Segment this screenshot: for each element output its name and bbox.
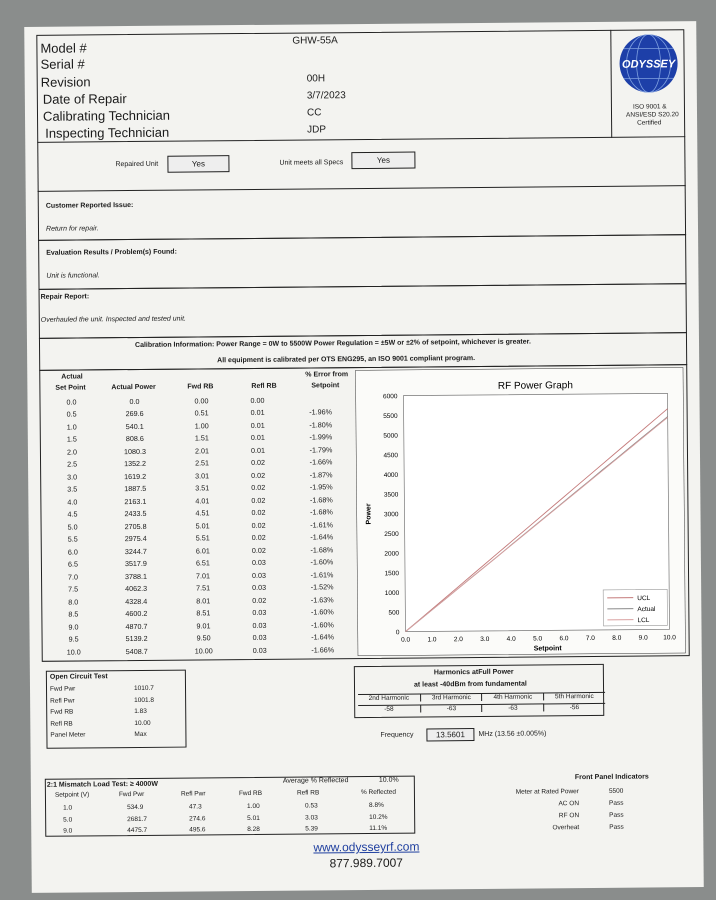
calibration-cell: 0.01 (250, 445, 265, 455)
calibration-line-1: Calibration Information: Power Range = 0W to 5500W Power Regulation = ±5W or ±2% of setpoint, whichever is greater. (134, 338, 531, 349)
calibration-cell: 0.02 (251, 470, 266, 480)
calibration-cell: 0.01 (250, 420, 265, 430)
front-panel-label: AC ON (558, 800, 580, 808)
evaluation-section (38, 234, 686, 290)
mismatch-cell: 10.2% (369, 813, 388, 821)
calibration-cell: 0.02 (251, 458, 266, 468)
calibration-cell: 0.51 (194, 408, 209, 418)
header-field-label: Serial # (40, 56, 85, 72)
calibration-cell (285, 393, 355, 406)
calibration-cell: 0.03 (251, 570, 267, 580)
calibration-cell: 1.51 (194, 433, 209, 443)
calibration-cell: 9.01 (196, 621, 211, 631)
logo-text: ODYSSEY (621, 58, 676, 71)
calibration-cell: 4.01 (195, 496, 210, 506)
mismatch-header: Setpoint (V) (54, 791, 90, 799)
calibration-cell: 0.01 (250, 408, 265, 418)
y-tick-label: 4500 (383, 452, 399, 460)
calibration-cell: 0.00 (194, 396, 209, 406)
x-tick-label: 5.0 (533, 635, 543, 643)
calibration-cell: -1.60% (310, 607, 334, 617)
calibration-cell: 3517.9 (124, 559, 147, 569)
calibration-cell: 4870.7 (125, 621, 148, 631)
calibration-cell: -1.64% (310, 532, 334, 542)
calibration-cell: -1.80% (309, 420, 333, 430)
x-axis-label: Setpoint (533, 645, 562, 653)
cert-line-1: ISO 9001 & (632, 103, 667, 111)
front-panel-label: Meter at Rated Power (515, 788, 579, 796)
calibration-cell: 5.0 (67, 522, 78, 532)
calibration-cell: 4062.3 (125, 584, 148, 594)
mismatch-cell: 5.39 (305, 825, 318, 833)
calibration-cell: 5139.2 (125, 634, 148, 644)
y-tick-label: 3500 (383, 491, 399, 499)
frequency-label: Frequency (380, 731, 414, 739)
col-header-setpoint-1: Actual (61, 373, 83, 381)
calibration-cell: 4328.4 (125, 596, 148, 606)
calibration-cell: 0.02 (251, 545, 266, 555)
calibration-cell: -1.60% (311, 620, 334, 630)
y-tick-label: 6000 (382, 393, 398, 401)
calibration-cell: 6.5 (67, 559, 78, 569)
harmonic-header: 5th Harmonic (543, 692, 606, 701)
mismatch-cell: 495.6 (189, 826, 206, 834)
mismatch-cell: 4475.7 (127, 826, 148, 835)
calibration-cell: -1.87% (309, 470, 333, 480)
customer-issue-section (38, 185, 686, 241)
mismatch-avg-value: 10.0% (378, 776, 399, 784)
mismatch-cell: 274.6 (189, 814, 206, 823)
calibration-cell: 4.51 (195, 508, 210, 518)
calibration-cell: -1.52% (310, 582, 334, 592)
calibration-cell: 1887.5 (124, 484, 147, 494)
rf-power-chart (355, 367, 685, 656)
calibration-cell: -1.63% (310, 595, 334, 605)
mismatch-header: % Reflected (360, 788, 397, 797)
harmonic-value: -63 (481, 703, 544, 712)
calibration-cell: 4600.2 (125, 609, 148, 619)
open-circuit-value: 1010.7 (133, 684, 154, 693)
mismatch-cell: 1.00 (247, 802, 260, 811)
mismatch-cell: 5.0 (63, 816, 73, 824)
calibration-cell: 2705.8 (124, 521, 147, 531)
mismatch-header: Fwd Pwr (118, 790, 145, 799)
x-tick-label: 0.0 (401, 636, 411, 644)
calibration-cell: 10.00 (194, 646, 213, 656)
calibration-cell: 9.0 (68, 622, 79, 632)
x-tick-label: 6.0 (559, 635, 569, 643)
calibration-cell: 0.0 (66, 397, 77, 407)
calibration-line-2: All equipment is calibrated per OTS ENG295, an ISO 9001 compliant program. (217, 355, 476, 365)
calibration-cell: 6.0 (67, 547, 78, 557)
col-header-error-1: % Error from (305, 371, 349, 379)
x-tick-label: 4.0 (506, 635, 516, 643)
calibration-cell: 3.01 (195, 471, 210, 481)
calibration-cell: -1.68% (309, 495, 333, 505)
calibration-cell: 9.50 (196, 633, 211, 643)
y-tick-label: 2000 (384, 550, 399, 558)
repair-report-section (39, 283, 687, 339)
calibration-cell: -1.68% (310, 507, 333, 517)
header-field-label: Calibrating Technician (42, 107, 171, 124)
calibration-cell: 0.02 (251, 508, 266, 518)
open-circuit-value: 1.83 (134, 707, 147, 716)
cert-line-3: Certified (637, 119, 662, 127)
header-field-value: CC (306, 107, 322, 119)
calibration-cell: 7.51 (196, 583, 211, 593)
calibration-cell: 4.0 (67, 497, 78, 507)
calibration-cell: 540.1 (125, 421, 144, 431)
x-tick-label: 2.0 (453, 636, 463, 644)
open-circuit-value: 1001.8 (134, 696, 155, 704)
calibration-cell: -1.66% (309, 457, 333, 467)
y-tick-label: 2500 (384, 530, 399, 538)
mismatch-cell: 8.8% (369, 801, 384, 809)
x-tick-label: 7.0 (585, 634, 595, 643)
chart-title: RF Power Graph (497, 380, 573, 392)
col-header-error-2: Setpoint (311, 382, 340, 390)
header-field-label: Revision (40, 74, 91, 90)
calibration-cell: 1.5 (66, 434, 77, 444)
calibration-cell: 2.0 (66, 447, 77, 457)
calibration-cell: 7.0 (67, 572, 79, 582)
harmonic-header: 4th Harmonic (481, 692, 544, 701)
repair-report-text: Overhauled the unit. Inspected and tested unit. (40, 315, 186, 324)
calibration-cell: 3.5 (67, 484, 78, 494)
frequency-note: MHz (13.56 ±0.005%) (478, 730, 547, 739)
calibration-cell: 2.5 (67, 459, 78, 469)
calibration-cell: -1.95% (309, 482, 333, 492)
calibration-cell: 4.5 (67, 509, 78, 519)
calibration-cell: 1080.3 (123, 446, 146, 456)
harmonic-header: 2nd Harmonic (358, 694, 420, 703)
calibration-cell: -1.61% (310, 520, 334, 530)
front-panel-value: Pass (609, 823, 624, 831)
header-field-value: GHW-55A (292, 35, 338, 47)
y-tick-label: 1500 (384, 570, 400, 578)
calibration-cell: 3788.1 (124, 571, 148, 581)
open-circuit-title: Open Circuit Test (49, 673, 108, 681)
calibration-cell: 0.5 (66, 409, 77, 419)
calibration-cell: 5408.7 (125, 646, 148, 656)
calibration-cell: 3.0 (67, 472, 78, 482)
col-header-actual-power: Actual Power (111, 383, 156, 392)
open-circuit-label: Panel Meter (50, 731, 86, 739)
calibration-cell: 0.02 (252, 595, 267, 605)
calibration-cell: -1.99% (309, 432, 333, 442)
calibration-cell: 1.00 (194, 421, 209, 431)
mismatch-cell: 11.1% (369, 824, 388, 832)
calibration-cell: 269.6 (125, 409, 144, 419)
mismatch-header: Refl RB (296, 789, 320, 797)
calibration-cell: 0.00 (250, 395, 265, 405)
header-field-value: JDP (307, 124, 327, 136)
mismatch-cell: 1.0 (63, 804, 73, 812)
calibration-cell: -1.60% (310, 557, 334, 567)
mismatch-cell: 5.01 (247, 814, 260, 822)
calibration-cell: 1352.2 (124, 459, 147, 469)
calibration-cell: -1.79% (309, 445, 333, 455)
mismatch-cell: 3.03 (305, 813, 318, 822)
open-circuit-label: Refl RB (50, 720, 73, 728)
x-tick-label: 8.0 (612, 634, 622, 642)
col-header-fwd-rb: Fwd RB (187, 383, 214, 391)
harmonics-title-2: at least -40dBm from fundamental (413, 680, 527, 689)
open-circuit-value: 10.00 (134, 719, 151, 727)
calibration-cell: 0.03 (252, 608, 267, 618)
repair-report-title: Repair Report: (40, 293, 90, 301)
calibration-cell: 0.02 (251, 483, 266, 493)
mismatch-header: Fwd RB (238, 789, 263, 798)
calibration-cell: 808.6 (125, 434, 144, 444)
legend-label: UCL (637, 595, 651, 603)
calibration-cell: -1.68% (310, 545, 334, 555)
mismatch-avg-label: Average % Reflected (282, 777, 349, 785)
evaluation-title: Evaluation Results / Problem(s) Found: (46, 248, 177, 257)
cert-line-2: ANSI/ESD S20.20 (625, 111, 679, 119)
x-tick-label: 1.0 (427, 636, 437, 644)
y-tick-label: 5000 (383, 432, 398, 440)
mismatch-header: Refl Pwr (180, 790, 206, 798)
mismatch-cell: 534.9 (127, 803, 144, 812)
calibration-cell: 1.0 (66, 422, 77, 432)
header-field-value: 00H (306, 73, 326, 85)
mismatch-cell: 2681.7 (127, 815, 148, 823)
calibration-cell: 0.02 (251, 520, 266, 530)
calibration-cell: 5.5 (67, 534, 78, 544)
mismatch-cell: 47.3 (189, 803, 202, 811)
unit-meets-specs-value: Yes (351, 152, 415, 170)
harmonics-title-1: Harmonics atFull Power (433, 668, 514, 677)
repaired-unit-label: Repaired Unit (115, 160, 159, 169)
calibration-cell: 3.51 (195, 483, 210, 493)
legend-label: LCL (637, 617, 650, 625)
report-form (36, 29, 691, 885)
header-field-label: Model # (40, 40, 87, 56)
calibration-cell: 0.03 (252, 645, 267, 655)
calibration-cell: 8.5 (68, 609, 79, 619)
front-panel-value: 5500 (608, 787, 624, 795)
calibration-cell: 0.02 (251, 533, 266, 543)
front-panel-value: Pass (609, 811, 624, 819)
header-field-label: Inspecting Technician (45, 124, 170, 141)
y-tick-label: 4000 (383, 471, 399, 479)
calibration-cell: 2.51 (195, 458, 210, 468)
calibration-cell: 6.51 (195, 558, 210, 568)
calibration-cell: 8.01 (196, 596, 211, 606)
col-header-setpoint-2: Set Point (55, 384, 86, 392)
calibration-cell: 0.02 (251, 495, 266, 505)
calibration-table (47, 393, 357, 658)
repair-report-sheet (24, 21, 704, 893)
calibration-cell: 8.51 (196, 608, 211, 618)
x-tick-label: 3.0 (480, 635, 490, 643)
open-circuit-label: Refl Pwr (50, 697, 75, 705)
customer-issue-text: Return for repair. (45, 225, 99, 233)
mismatch-title: 2:1 Mismatch Load Test: ≥ 4000W (46, 780, 158, 789)
calibration-cell: 3244.7 (124, 546, 147, 556)
calibration-cell: 5.51 (195, 533, 210, 543)
calibration-cell: 2975.4 (124, 534, 147, 544)
calibration-cell: -1.64% (311, 632, 334, 642)
calibration-cell: 0.03 (251, 558, 266, 568)
open-circuit-label: Fwd RB (50, 708, 74, 716)
front-panel-label: RF ON (558, 812, 580, 820)
calibration-cell: 7.01 (195, 571, 211, 581)
y-tick-label: 3000 (384, 511, 399, 519)
calibration-cell: 0.01 (250, 433, 265, 443)
y-tick-label: 1000 (384, 589, 400, 597)
calibration-cell: 0.03 (252, 583, 267, 593)
calibration-cell: -1.96% (309, 407, 333, 417)
header-field-value: 3/7/2023 (306, 90, 346, 102)
unit-meets-specs-label: Unit meets all Specs (279, 159, 344, 167)
repaired-unit-value: Yes (167, 155, 229, 173)
y-tick-label: 5500 (383, 412, 398, 420)
calibration-cell: 0.03 (252, 633, 267, 643)
calibration-cell: 5.01 (195, 521, 210, 531)
y-tick-label: 500 (388, 609, 400, 617)
open-circuit-value: Max (134, 730, 147, 739)
col-header-refl-rb: Refl RB (251, 382, 277, 390)
website-link[interactable]: www.odysseyrf.com (313, 839, 420, 855)
calibration-cell: 2163.1 (124, 496, 147, 506)
legend-label: Actual (637, 605, 656, 614)
mismatch-cell: 9.0 (63, 827, 73, 835)
x-tick-label: 10.0 (663, 634, 676, 642)
harmonic-value: -56 (543, 703, 606, 712)
customer-issue-title: Customer Reported Issue: (45, 202, 134, 210)
calibration-cell: 7.5 (68, 584, 79, 594)
harmonic-value: -58 (358, 705, 420, 714)
front-panel-title: Front Panel Indicators (574, 773, 649, 782)
x-tick-label: 9.0 (638, 634, 648, 642)
front-panel-value: Pass (609, 799, 624, 807)
open-circuit-label: Fwd Pwr (49, 685, 76, 693)
y-axis-label: Power (365, 503, 373, 525)
calibration-cell: -1.61% (310, 570, 334, 580)
evaluation-text: Unit is functional. (46, 272, 100, 280)
calibration-cell: 0.03 (252, 620, 267, 630)
calibration-cell: 10.0 (66, 647, 81, 657)
harmonic-header: 3rd Harmonic (420, 693, 483, 702)
frequency-value: 13.5601 (426, 728, 474, 741)
odyssey-logo (618, 33, 679, 94)
calibration-cell: 6.01 (195, 546, 210, 556)
calibration-cell: 8.0 (68, 597, 79, 607)
mismatch-cell: 0.53 (305, 802, 318, 810)
chart-legend (603, 589, 667, 626)
calibration-cell: 2.01 (194, 446, 209, 456)
mismatch-cell: 8.28 (247, 825, 260, 834)
front-panel-label: Overheat (552, 824, 580, 832)
harmonic-value: -63 (420, 704, 483, 713)
phone-number: 877.989.7007 (329, 855, 404, 871)
calibration-cell: 9.5 (68, 634, 79, 644)
calibration-cell: -1.66% (311, 645, 335, 655)
calibration-cell: 0.0 (129, 396, 140, 406)
calibration-cell: 2433.5 (124, 509, 147, 519)
calibration-cell: 1619.2 (124, 471, 147, 481)
y-tick-label: 0 (395, 629, 400, 637)
header-field-label: Date of Repair (42, 91, 127, 107)
